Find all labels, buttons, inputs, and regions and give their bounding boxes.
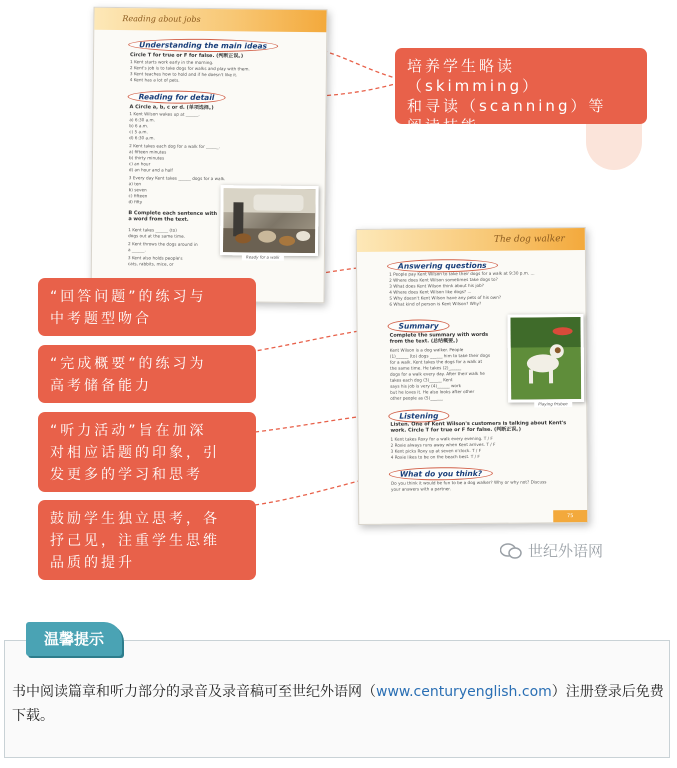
callout-line: 和寻读（scanning）等 [407, 97, 607, 115]
body-text: your answers with a partner. [390, 486, 451, 492]
list-item: 2 Kent throws the dogs around in [128, 241, 198, 247]
callout-line: 中考题型吻合 [50, 311, 152, 327]
page-header: Reading about jobs [94, 8, 326, 32]
tip-text-after: ）注册登录后免费下载。 [12, 684, 664, 724]
callout-line: 阅读技能 [407, 117, 480, 135]
list-item: b) 6 a.m. [129, 123, 149, 129]
callout-line: “完成概要”的练习为 [50, 356, 207, 372]
list-item: 2 Kent takes each dog for a walk for ______. [129, 143, 220, 150]
summary-line: for a walk. Kent takes the dogs for a walk at [389, 358, 483, 365]
photo-caption: Playing frisbee [534, 400, 572, 407]
list-item: cats, rabbits, mice, or [127, 261, 174, 267]
callout-line: “回答问题”的练习与 [50, 289, 207, 305]
list-item: 1 People pay Kent Wilson to take their dogs for a walk at 9:30 p.m. ... [389, 270, 535, 277]
section-listening: Listening [388, 409, 449, 423]
callout-summary [38, 345, 256, 403]
instruction: Complete the summary with words from the text. (总结概要。) [389, 331, 489, 345]
section-main-ideas: Understanding the main ideas [128, 38, 278, 53]
callout-listening [38, 412, 256, 492]
list-item: 2 Roxie always runs away when Kent arrives. T / F [390, 441, 496, 448]
section-answering-questions: Answering questions [387, 259, 498, 273]
instruction: Circle T for true or F for false. (判断正误。) [130, 52, 244, 60]
summary-line: other people as (5)______ [390, 395, 443, 401]
callout-independent-thinking [38, 500, 256, 580]
list-item: a) 6:30 a.m. [129, 117, 155, 123]
list-item: c) fifteen [128, 193, 148, 199]
callout-line: 对相应话题的印象，引 [50, 445, 220, 461]
textbook-page-dog-walker [356, 227, 589, 525]
list-item: 3 Every day Kent takes ______ dogs for a walk. [128, 175, 226, 182]
summary-line: dogs for a walk every day. After their walk he [389, 370, 485, 377]
list-item: b) thirty minutes [128, 155, 165, 161]
instruction: A Circle a, b, c or d. (单项选择。) [129, 104, 214, 112]
list-item: 3 What does Kent Wilson think about his job? [389, 282, 484, 289]
list-item: b) seven [128, 187, 147, 193]
textbook-page-reading [90, 7, 327, 303]
callout-line: 品质的提升 [50, 555, 135, 571]
photo-caption: Ready for a walk [242, 253, 284, 260]
list-item: 3 Kent also holds people's [127, 255, 183, 261]
callout-line: 发更多的学习和思考 [50, 467, 203, 483]
summary-line: (1)______ (to) dogs ______ him to take their dogs [389, 352, 491, 359]
callout-answering [38, 278, 256, 336]
list-item: 3 Kent picks Roxy up at seven o'clock. T / F [390, 447, 482, 454]
list-item: c) 5 a.m. [129, 129, 148, 135]
frisbee-dog-illustration [510, 317, 581, 400]
list-item: a ______. [127, 247, 146, 253]
callout-line: 抒己见，注重学生思维 [50, 533, 220, 549]
list-item: dogs out at the same time. [128, 233, 186, 239]
watermark-text: 世纪外语网 [528, 542, 604, 560]
list-item: 4 Kent has a lot of pets. [129, 77, 180, 83]
wechat-icon [500, 542, 522, 560]
tip-text [12, 680, 668, 728]
summary-line: Kent Wilson is a dog walker. People [389, 347, 464, 353]
list-item: 4 Where does Kent Wilson like dogs? ... [389, 289, 472, 295]
photo-dog-walker [220, 185, 319, 256]
list-item: d) 6:30 a.m. [129, 135, 155, 141]
summary-line: says his job is very (4)______ work [390, 383, 462, 389]
list-item: 2 Where does Kent Wilson sometimes take dogs to? [389, 276, 498, 283]
list-item: d) an hour and a half [128, 167, 173, 173]
callout-reading-skills [395, 48, 647, 135]
list-item: 3 Kent teaches how to hold and if he doesn't like it. [129, 71, 238, 78]
summary-line: takes each dog (3)______ Kent [390, 377, 453, 383]
dogs-illustration [223, 188, 316, 253]
page-number: 75 [553, 510, 587, 522]
list-item: 1 Kent starts work early in the morning. [129, 59, 214, 66]
list-item: 1 Kent takes ______ (to) [128, 227, 177, 233]
list-item: 5 Why doesn't Kent Wilson have any pets of his own? [389, 294, 502, 301]
instruction: Listen. One of Kent Wilson's customers is talking about Kent's work. Circle T for true or F for false. (判断正误。) [390, 420, 567, 434]
body-text: Do you think it would be fun to be a dog walker? Why or why not? Discuss [390, 479, 547, 486]
list-item: c) an hour [128, 161, 151, 167]
tip-badge: 温馨提示 [26, 622, 122, 656]
callout-line: 鼓励学生独立思考，各 [50, 511, 220, 527]
list-item: 6 What kind of person is Kent Wilson? Why? [389, 300, 482, 307]
summary-line: the same time. He takes (2)______ [389, 365, 462, 371]
century-english-link[interactable]: www.centuryenglish.com [376, 684, 552, 700]
instruction: B Complete each sentence with a word from the text. [128, 210, 218, 223]
section-summary: Summary [388, 319, 450, 333]
list-item: a) fifteen minutes [129, 149, 167, 155]
list-item: 1 Kent Wilson wakes up at ______. [129, 111, 200, 117]
callout-line: “听力活动”旨在加深 [50, 423, 207, 439]
tip-text-before: 书中阅读篇章和听力部分的录音及录音稿可至世纪外语网（ [12, 684, 376, 700]
callout-line: 培养学生略读（skimming） [407, 57, 541, 95]
list-item: 2 Kent's job is to take dogs for walks and play with them. [129, 65, 250, 72]
section-what-do-you-think: What do you think? [389, 467, 493, 481]
list-item: 1 Kent takes Roxy for a walk every evening. T / F [390, 435, 493, 442]
list-item: 4 Roxie likes to be on the beach best. T / F [390, 453, 480, 460]
section-reading-detail: Reading for detail [128, 90, 226, 104]
callout-line: 高考储备能力 [50, 378, 152, 394]
summary-line: but he loves it. He also looks after other [390, 388, 475, 395]
watermark [500, 540, 603, 561]
list-item: a) ten [128, 181, 142, 187]
page-header: The dog walker [357, 228, 585, 252]
list-item: d) fifty [128, 199, 143, 205]
photo-frisbee-dog [507, 314, 584, 403]
